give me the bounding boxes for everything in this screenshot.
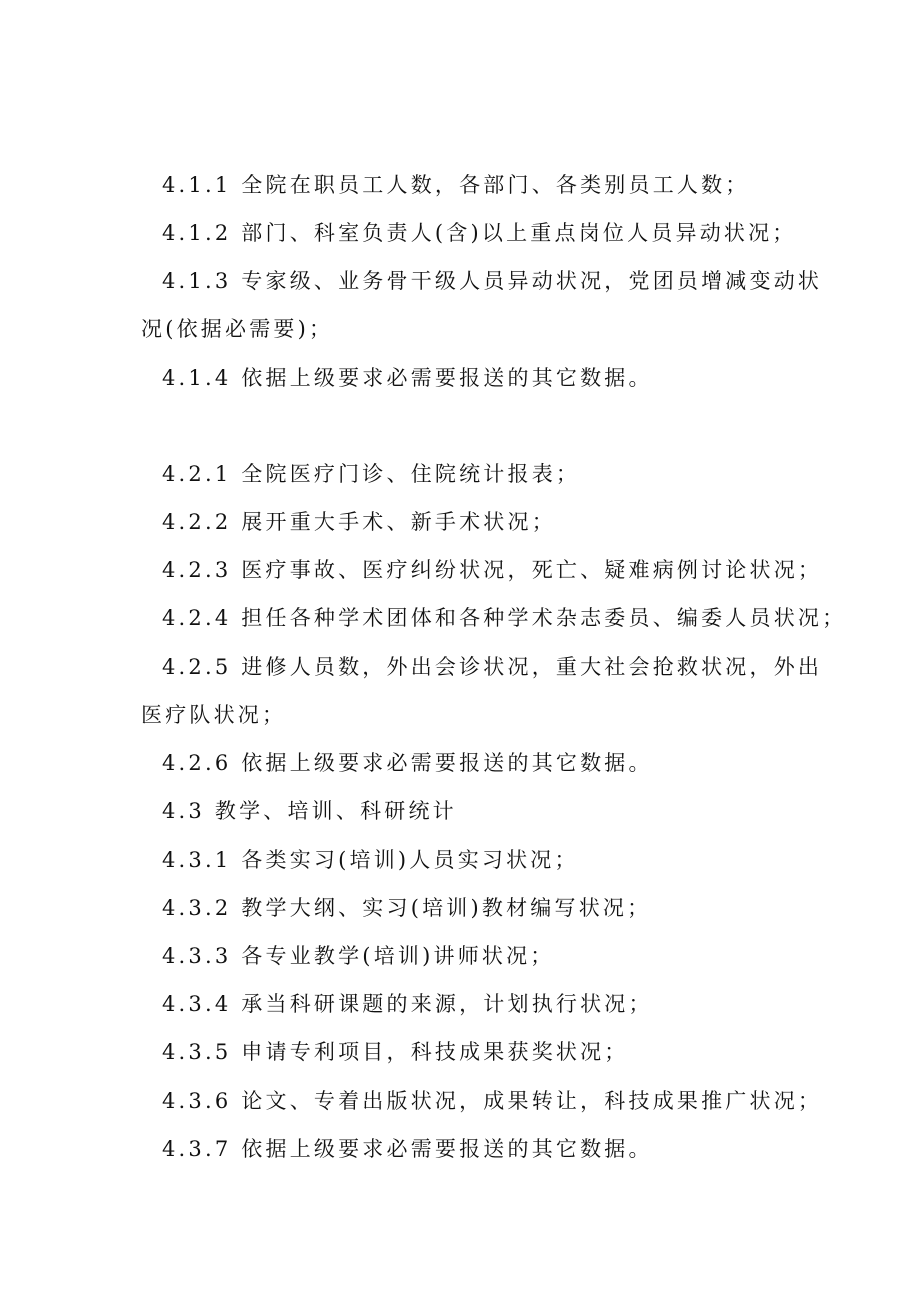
item-4-1-2: 4.1.2 部门、科室负责人(含)以上重点岗位人员异动状况； (162, 221, 797, 245)
item-4-1-1: 4.1.1 全院在职员工人数，各部门、各类别员工人数； (162, 173, 750, 197)
item-4-1-4: 4.1.4 依据上级要求必需要报送的其它数据。 (162, 366, 653, 390)
item-4-3-3: 4.3.3 各专业教学(培训)讲师状况； (162, 944, 555, 968)
item-4-2-5-continuation: 医疗队状况； (141, 703, 287, 727)
item-4-2-3: 4.2.3 医疗事故、医疗纠纷状况，死亡、疑难病例讨论状况； (162, 558, 823, 582)
item-4-3-6: 4.3.6 论文、专着出版状况，成果转让，科技成果推广状况； (162, 1089, 823, 1113)
item-4-2-5: 4.2.5 进修人员数，外出会诊状况，重大社会抢救状况，外出 (162, 655, 823, 679)
section-heading-4-3: 4.3 教学、培训、科研统计 (162, 799, 457, 823)
item-4-2-4: 4.2.4 担任各种学术团体和各种学术杂志委员、编委人员状况； (162, 606, 847, 630)
item-4-2-6: 4.2.6 依据上级要求必需要报送的其它数据。 (162, 751, 653, 775)
item-4-3-1: 4.3.1 各类实习(培训)人员实习状况； (162, 848, 579, 872)
item-4-1-3-continuation: 况(依据必需要)； (141, 317, 334, 341)
item-4-3-4: 4.3.4 承当科研课题的来源，计划执行状况； (162, 992, 653, 1016)
item-4-3-2: 4.3.2 教学大纲、实习(培训)教材编写状况； (162, 896, 652, 920)
item-4-3-5: 4.3.5 申请专利项目，科技成果获奖状况； (162, 1040, 629, 1064)
item-4-3-7: 4.3.7 依据上级要求必需要报送的其它数据。 (162, 1137, 653, 1161)
item-4-2-2: 4.2.2 展开重大手术、新手术状况； (162, 510, 556, 534)
item-4-2-1: 4.2.1 全院医疗门诊、住院统计报表； (162, 462, 581, 486)
item-4-1-3: 4.1.3 专家级、业务骨干级人员异动状况，党团员增减变动状 (162, 269, 823, 293)
